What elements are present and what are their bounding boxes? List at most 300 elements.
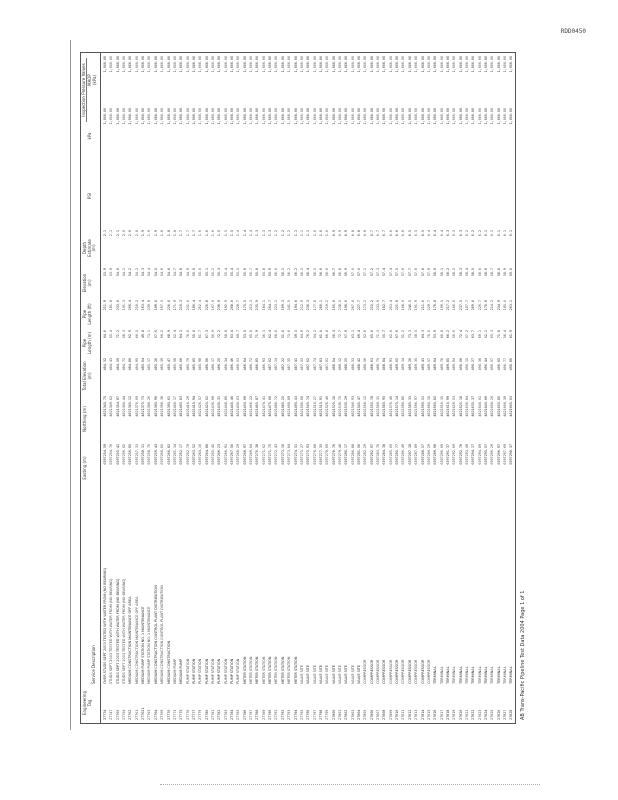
table-cell: 200.1 [318, 300, 323, 311]
table-cell: 73.6 [287, 330, 292, 339]
table-cell: 6397270.38 [255, 444, 260, 465]
table-row [210, 52, 216, 724]
table-cell: 234.9 [496, 300, 501, 311]
table-cell: 27828 [509, 709, 514, 720]
table-cell: 58.0 [433, 268, 438, 277]
table-cell: 0.7 [369, 230, 374, 237]
table-cell: 69.7 [236, 330, 241, 339]
service-description-cell: COMPRESSOR [369, 659, 374, 684]
table-cell: 27809 [388, 709, 393, 720]
table-row [166, 52, 172, 724]
table-row [146, 52, 152, 724]
table-cell: 6397275.93 [306, 444, 311, 465]
table-cell: 1,000.00 [210, 108, 215, 125]
table-cell: 1,000.00 [191, 56, 196, 73]
table-cell: 6397271.75 [268, 444, 273, 465]
table-cell: 6397257.33 [134, 444, 139, 465]
table-row [413, 52, 419, 724]
table-cell: 490.15 [464, 358, 469, 371]
table-cell: 6397293.49 [464, 444, 469, 465]
table-cell: 1,000.00 [268, 56, 273, 73]
table-cell: 1.1 [293, 230, 298, 237]
table-row [394, 52, 400, 724]
table-cell: 1,000.00 [496, 108, 501, 125]
table-cell: 169.3 [280, 300, 285, 311]
table-cell: 27825 [490, 709, 495, 720]
table-cell: 4821405.83 [179, 396, 184, 417]
service-description-cell: COMPRESSOR [382, 659, 387, 684]
table-cell: 203.4 [388, 300, 393, 311]
service-description-cell: PUMP STATION [210, 658, 215, 684]
table-cell: 2.0 [128, 230, 133, 237]
table-cell: 1,000.00 [452, 108, 457, 125]
table-cell: 488.42 [357, 358, 361, 371]
table-cell: 4821645.66 [484, 396, 488, 417]
service-description-cell: METER STATION [287, 656, 292, 684]
table-cell: 4821375.73 [141, 396, 146, 417]
table-cell: 56.8 [337, 268, 342, 277]
column-header: PSI [87, 192, 92, 200]
table-cell: 1,000.00 [318, 108, 323, 125]
table-cell: 1.7 [179, 230, 184, 237]
table-cell: 227.7 [357, 300, 361, 311]
service-description-cell: METER STATION [261, 656, 266, 684]
service-description-cell: TERMINAL [484, 666, 488, 684]
table-cell: 50.9 [210, 330, 215, 339]
page-id: RDD0450 [560, 28, 586, 35]
table-cell: 1,000.00 [242, 56, 247, 73]
table-cell: 67.6 [395, 330, 400, 339]
table-row [261, 52, 267, 724]
table-cell: 63.1 [350, 330, 355, 339]
table-cell: 0.8 [350, 230, 355, 237]
table-cell: 6397282.29 [363, 444, 368, 465]
table-cell: 489.76 [439, 358, 444, 371]
column-header: Engineering Tag [82, 691, 92, 715]
table-cell: 1.4 [242, 230, 247, 237]
table-cell: 4821550.12 [363, 396, 368, 417]
table-cell: 6397291.37 [445, 444, 450, 465]
table-cell: 0.3 [452, 230, 457, 237]
table-cell: 1,000.00 [325, 108, 330, 125]
table-row [242, 52, 248, 724]
table-cell: 6397256.02 [122, 444, 127, 465]
table-cell: 1.3 [255, 230, 260, 237]
table-cell: 1,000.00 [204, 108, 209, 125]
table-cell: 56.2 [293, 268, 298, 277]
table-cell: 1,000.00 [115, 56, 120, 73]
table-cell: 181.8 [109, 300, 114, 311]
table-cell: 4821354.87 [115, 396, 120, 417]
table-cell: 54.8 [179, 268, 184, 277]
table-cell: 182.7 [382, 300, 387, 311]
table-cell: 1,000.00 [287, 108, 292, 125]
table-cell: 0.5 [414, 230, 419, 237]
table-cell: 210.3 [179, 300, 184, 311]
table-cell: 4821610.35 [439, 396, 444, 417]
table-cell: 4821445.40 [230, 396, 234, 417]
table-cell: 1,000.00 [350, 56, 355, 73]
table-cell: 66.8 [325, 330, 330, 339]
table-cell: 69.1 [477, 330, 482, 339]
table-cell: 1,000.00 [331, 108, 336, 125]
table-cell: 163.4 [141, 300, 146, 311]
table-cell: 488.56 [363, 358, 368, 371]
table-cell: 57.2 [369, 268, 374, 277]
table-cell: 165.0 [331, 300, 336, 311]
table-cell: 490.65 [496, 358, 501, 371]
table-cell: 27798 [318, 709, 323, 720]
table-cell: 490.86 [509, 358, 514, 371]
service-description-cell: VALVE SITE [357, 665, 361, 684]
table-row [254, 52, 260, 724]
table-cell: 203.1 [509, 300, 514, 311]
table-row [464, 52, 470, 724]
table-cell: 6397284.38 [382, 444, 387, 465]
table-cell: 58.8 [496, 268, 501, 277]
table-cell: 1,000.00 [128, 56, 133, 73]
table-cell: 6397273.16 [280, 444, 285, 465]
table-cell: 6397292.78 [458, 444, 463, 465]
table-cell: 4821535.29 [344, 396, 349, 417]
table-cell: 64.1 [179, 330, 184, 339]
table-cell: 55.7 [382, 330, 387, 339]
table-cell: 27790 [268, 709, 273, 720]
table-cell: 59.0 [509, 268, 514, 277]
table-cell: 2.1 [115, 230, 120, 237]
table-cell: 0.1 [484, 230, 488, 237]
table-cell: 63.7 [471, 330, 476, 339]
table-cell: 4821540.93 [350, 396, 355, 417]
table-cell: 6397264.88 [204, 444, 209, 465]
table-cell: 1,000.00 [153, 56, 158, 73]
table-cell: 4821600.16 [426, 396, 431, 417]
table-cell: 485.47 [166, 358, 171, 371]
table-cell: 27783 [223, 709, 228, 720]
table-cell: 60.8 [439, 330, 444, 339]
table-cell: 27797 [312, 709, 317, 720]
table-cell: 1,000.00 [420, 108, 425, 125]
table-cell: 54.9 [185, 268, 190, 277]
table-cell: 171.9 [172, 300, 177, 311]
table-cell: 27765 [115, 709, 120, 720]
table-cell: 213.3 [249, 300, 254, 311]
table-cell: 486.34 [223, 358, 228, 371]
table-cell: 4821640.01 [477, 396, 482, 417]
table-cell: 0.8 [357, 230, 361, 237]
table-cell: 1,000.00 [268, 108, 273, 125]
table-cell: 1,000.00 [363, 56, 368, 73]
table-cell: 4821490.89 [287, 396, 292, 417]
table-cell: 6397275.27 [299, 444, 304, 465]
table-cell: 1.0 [312, 230, 317, 237]
table-cell: 1,000.00 [172, 56, 177, 73]
table-cell: 484.43 [109, 358, 114, 371]
table-cell: 166.0 [452, 300, 457, 311]
table-cell: 488.33 [350, 358, 355, 371]
table-cell: 2.0 [122, 230, 127, 237]
table-row [400, 52, 406, 724]
table-cell: 55.4 [109, 330, 114, 339]
table-cell: 1,000.00 [382, 56, 387, 73]
table-cell: 211.9 [103, 300, 107, 311]
table-cell: 73.1 [147, 330, 152, 339]
table-cell: 167.0 [210, 300, 215, 311]
table-cell: 218.2 [134, 300, 139, 311]
table-cell: 58.4 [464, 268, 469, 277]
table-cell: 1,000.00 [134, 108, 139, 125]
table-row [267, 52, 273, 724]
service-description-cell: VALVE SITE [344, 665, 349, 684]
table-cell: 1,000.00 [363, 108, 368, 125]
table-cell: 6397288.57 [420, 444, 425, 465]
table-cell: 487.62 [306, 358, 311, 371]
table-cell: 57.0 [357, 268, 361, 277]
table-row [451, 52, 457, 724]
table-cell: 0.4 [433, 230, 438, 237]
table-cell: 487.02 [268, 358, 273, 371]
service-description-cell: PUMP STATION [185, 658, 190, 684]
table-cell: 65.6 [369, 330, 374, 339]
table-row [140, 52, 146, 724]
table-cell: 209.0 [471, 300, 476, 311]
table-cell: 1,000.00 [420, 56, 425, 73]
table-cell: 1,000.00 [255, 108, 260, 125]
table-cell: 1.8 [160, 230, 165, 237]
service-description-cell: COMPRESSOR [426, 659, 431, 684]
table-cell: 68.0 [274, 330, 279, 339]
table-cell: 187.7 [464, 300, 469, 311]
table-cell: 27777 [191, 709, 196, 720]
table-cell: 485.98 [198, 358, 203, 371]
table-row [293, 52, 299, 724]
table-cell: 58.2 [445, 268, 450, 277]
table-cell: 1,000.00 [185, 108, 190, 125]
table-cell: 27821 [464, 709, 469, 720]
table-cell: 191.3 [122, 300, 127, 311]
table-cell: 489.57 [426, 358, 431, 371]
table-cell: 489.43 [420, 358, 425, 371]
table-cell: 54.6 [160, 268, 165, 277]
table-cell: 52.1 [484, 330, 488, 339]
table-cell: 6397296.97 [496, 444, 501, 465]
table-cell: 27761 [134, 709, 139, 720]
table-cell: 1,000.00 [312, 108, 317, 125]
table-cell: 1.1 [306, 230, 311, 237]
table-cell: 1.0 [318, 230, 323, 237]
table-cell: 1,000.00 [471, 108, 476, 125]
table-cell: 1,000.00 [477, 108, 482, 125]
table-cell: 63.4 [230, 330, 234, 339]
table-cell: 1,000.00 [376, 56, 381, 73]
table-cell: 241.5 [287, 300, 292, 311]
table-cell: 487.35 [287, 358, 292, 371]
table-cell: 4821560.31 [376, 396, 381, 417]
table-cell: 1,000.00 [350, 108, 355, 125]
table-cell: 6397279.48 [337, 444, 342, 465]
table-cell: 6397260.05 [160, 444, 165, 465]
table-cell: 230.3 [306, 300, 311, 311]
table-cell: 4821465.87 [255, 396, 260, 417]
table-cell: 489.14 [401, 358, 406, 371]
table-cell: 6397258.11 [141, 444, 146, 465]
table-cell: 485.26 [153, 358, 158, 371]
table-row [121, 52, 127, 724]
table-cell: 27827 [503, 709, 508, 720]
table-cell: 56.3 [299, 268, 304, 277]
table-cell: 27801 [337, 709, 342, 720]
service-description-cell: METER STATION [249, 656, 254, 684]
service-description-cell: VALVE SITE [325, 665, 330, 684]
table-cell: 1,000.00 [198, 56, 203, 73]
table-cell: 1.2 [287, 230, 292, 237]
table-cell: 4821425.02 [204, 396, 209, 417]
table-cell: 2.1 [109, 230, 114, 237]
table-cell: 52.4 [172, 330, 177, 339]
table-cell: 1.6 [210, 230, 215, 237]
table-cell: 6397263.52 [191, 444, 196, 465]
table-cell: 54.1 [122, 268, 127, 277]
table-header [80, 52, 101, 724]
service-description-cell: MEDIUM CONSTRUCTION MAINTENANCE OFF AREA [134, 596, 139, 684]
table-cell: 489.05 [395, 358, 400, 371]
table-cell: 55.3 [217, 268, 222, 277]
table-cell: 54.5 [153, 268, 158, 277]
table-cell: 57.4 [382, 268, 387, 277]
table-cell: 55.9 [268, 268, 273, 277]
table-cell: 27815 [426, 709, 431, 720]
table-cell: 27813 [414, 709, 419, 720]
table-cell: 484.80 [128, 358, 133, 371]
table-cell: 1,000.00 [230, 56, 234, 73]
table-cell: 1.1 [299, 230, 304, 237]
table-cell: 1,000.00 [103, 108, 107, 125]
service-description-cell: COMPRESSOR [414, 659, 419, 684]
table-cell: 0.9 [344, 230, 349, 237]
table-cell: 56.4 [306, 268, 311, 277]
table-row [496, 52, 502, 724]
table-cell: 58.6 [477, 268, 482, 277]
table-cell: 55.7 [249, 268, 254, 277]
table-cell: 1,000.00 [160, 56, 165, 73]
table-cell: 6397262.17 [179, 444, 184, 465]
table-cell: 27774 [103, 709, 107, 720]
table-cell: 1,000.00 [357, 56, 361, 73]
table-row [235, 52, 241, 724]
table-cell: 4821650.20 [490, 396, 495, 417]
table-cell: 50.3 [331, 330, 336, 339]
table-cell: 1,000.00 [223, 56, 228, 73]
table-cell: 488.93 [388, 358, 393, 371]
table-cell: 4821370.09 [134, 396, 139, 417]
table-landscape [80, 52, 532, 724]
table-cell: 58.3 [458, 268, 463, 277]
service-description-cell: METER STATION [280, 656, 285, 684]
table-cell: 190.0 [344, 300, 349, 311]
table-row [388, 52, 394, 724]
table-cell: 487.91 [325, 358, 330, 371]
service-description-cell: PUMP STATION [204, 658, 209, 684]
table-cell: 66.2 [445, 330, 450, 339]
service-description-cell: VALVE SITE [312, 665, 317, 684]
table-cell: 27812 [407, 709, 412, 720]
table-cell: 488.12 [337, 358, 342, 371]
table-cell: 0.7 [376, 230, 381, 237]
table-cell: 484.32 [103, 358, 107, 371]
table-cell: 233.9 [376, 300, 381, 311]
table-row [172, 52, 178, 724]
table-cell: 1,000.00 [484, 56, 488, 73]
table-cell: 51.2 [401, 330, 406, 339]
table-cell: 1,000.00 [210, 56, 215, 73]
service-description-cell: STUDS SEPT 2003 TESTED WITH WATER FROM (NO BEARING) [122, 578, 127, 684]
table-cell: 1,000.00 [141, 56, 146, 73]
column-header: Depth Estimate (m) [82, 239, 96, 257]
table-cell: 1.8 [172, 230, 177, 237]
table-cell: 1,000.00 [439, 56, 444, 73]
table-cell: 0.4 [439, 230, 444, 237]
service-description-cell: STUDS SEPT 2003 TESTED WITH WATER FROM (NO BEARING) [109, 578, 114, 684]
table-cell: 55.6 [242, 268, 247, 277]
service-description-cell: MEDIUM CONSTRUCTION CONTROL PLANT DISTRIBUTION [160, 585, 165, 684]
table-cell: 1.8 [166, 230, 171, 237]
table-cell: 58.5 [414, 330, 419, 339]
table-cell: 486.17 [210, 358, 215, 371]
table-row [229, 52, 235, 724]
table-row [280, 52, 286, 724]
table-cell: 6397261.34 [172, 444, 177, 465]
table-cell: 55.2 [210, 268, 215, 277]
table-cell: 58.2 [452, 268, 457, 277]
table-cell: 1,000.00 [382, 108, 387, 125]
table-cell: 4821345.75 [103, 396, 107, 417]
table-cell: 4821385.90 [153, 396, 158, 417]
table-cell: 6397264.10 [198, 444, 203, 465]
table-cell: 4821500.08 [299, 396, 304, 417]
column-header: Elevation (m) [82, 273, 92, 293]
table-cell: 238.5 [337, 300, 342, 311]
table-cell: 57.4 [388, 268, 393, 277]
column-header: Easting (m) [82, 456, 87, 480]
table-cell: 6397287.18 [407, 444, 412, 465]
column-header: Pipe Length (m) [82, 331, 92, 355]
service-description-cell: TERMINAL [464, 666, 469, 684]
table-cell: 6397254.76 [109, 444, 114, 465]
table-row [508, 52, 514, 724]
service-description-cell: TERMINAL [439, 666, 444, 684]
table-cell: 0.5 [420, 230, 425, 237]
table-cell: 4821665.03 [509, 396, 514, 417]
table-cell: 64.9 [299, 330, 304, 339]
table-cell: 55.4 [230, 268, 234, 277]
table-cell: 0.8 [363, 230, 368, 237]
table-cell: 58.1 [439, 268, 444, 277]
service-description-cell: MEDIUM CONSTRUCTION MAINTENANCE OFF AREA [128, 596, 133, 684]
table-cell: 214.2 [490, 300, 495, 311]
table-cell: 54.2 [134, 268, 139, 277]
table-cell: 72.4 [458, 330, 463, 339]
table-cell: 1.6 [204, 230, 209, 237]
table-cell: 490.06 [458, 358, 463, 371]
table-cell: 4821635.37 [471, 396, 476, 417]
table-row [407, 52, 413, 724]
table-cell: 6397271.02 [261, 444, 266, 465]
table-cell: 56.1 [261, 330, 266, 339]
table-cell: 240.5 [407, 300, 412, 311]
table-cell: 1,000.00 [369, 56, 374, 73]
table-cell: 1,000.00 [166, 108, 171, 125]
table-cell: 1,000.00 [249, 56, 254, 73]
